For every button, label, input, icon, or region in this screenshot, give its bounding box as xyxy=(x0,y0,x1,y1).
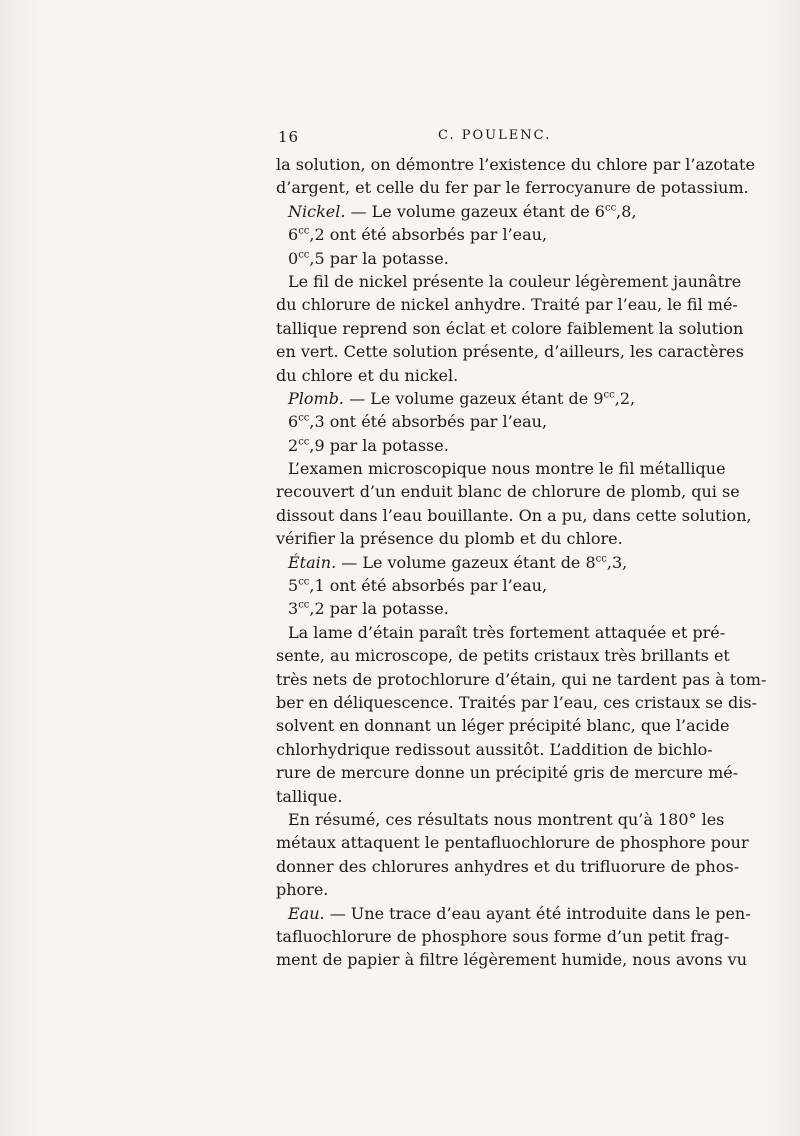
text-line: Le fil de nickel présente la couleur légèrement jaunâtre xyxy=(288,271,742,291)
text-line: Nickel. — Le volume gazeux étant de $6^{cc},8$, xyxy=(288,201,637,221)
text-line: L’examen microscopique nous montre le fil métallique xyxy=(288,459,726,479)
text-line: en vert. Cette solution présente, d’ailleurs, les caractères xyxy=(276,342,744,362)
text-line: rure de mercure donne un précipité gris de mercure mé- xyxy=(276,763,739,783)
text-line: $5^{cc},1$ ont été absorbés par l’eau, xyxy=(288,576,548,596)
text-line: Plomb. — Le volume gazeux étant de $9^{cc},2$, xyxy=(288,388,636,408)
text-line: vérifier la présence du plomb et du chlore. xyxy=(276,529,623,549)
text-line: donner des chlorures anhydres et du trifluorure de phos- xyxy=(276,856,740,876)
text-line: $6^{cc},3$ ont été absorbés par l’eau, xyxy=(288,412,548,432)
text-line: Eau. — Une trace d’eau ayant été introduite dans le pen- xyxy=(288,903,751,923)
text-line: La lame d’étain paraît très fortement attaquée et pré- xyxy=(288,622,726,642)
section-heading-etain: Étain. xyxy=(288,552,337,572)
text-line: tallique. xyxy=(276,786,343,806)
text-line: phore. xyxy=(276,880,329,900)
text-line: recouvert d’un enduit blanc de chlorure de plomb, qui se xyxy=(276,482,740,502)
section-heading-nickel: Nickel. xyxy=(288,201,346,221)
text-line: $3^{cc},2$ par la potasse. xyxy=(288,599,449,619)
text-line: chlorhydrique redissout aussitôt. L’addition de bichlo- xyxy=(276,739,713,759)
text-line: très nets de protochlorure d’étain, qui ne tardent pas à tom- xyxy=(276,669,767,689)
text-line: solvent en donnant un léger précipité blanc, que l’acide xyxy=(276,716,730,736)
page-number: 16 xyxy=(278,128,300,146)
section-heading-plomb: Plomb. xyxy=(288,388,345,408)
text-line: $2^{cc},9$ par la potasse. xyxy=(288,435,449,455)
body-text xyxy=(276,153,767,972)
text-line: tallique reprend son éclat et colore faiblement la solution xyxy=(276,318,744,338)
text-line: dissout dans l’eau bouillante. On a pu, dans cette solution, xyxy=(276,505,752,525)
text-line: d’argent, et celle du fer par le ferrocyanure de potassium. xyxy=(276,178,749,198)
section-heading-eau: Eau. xyxy=(288,903,325,923)
text-line: ber en déliquescence. Traités par l’eau, ces cristaux se dis- xyxy=(276,692,757,712)
text-line: $6^{cc},2$ ont été absorbés par l’eau, xyxy=(288,225,548,245)
page-header xyxy=(276,128,698,148)
text-line: du chlorure de nickel anhydre. Traité par l’eau, le fil mé- xyxy=(276,295,738,315)
text-line: $0^{cc},5$ par la potasse. xyxy=(288,248,449,268)
text-line: En résumé, ces résultats nous montrent qu’à 180° les xyxy=(288,809,725,829)
text-line: la solution, on démontre l’existence du chlore par l’azotate xyxy=(276,155,755,174)
text-line: Étain. — Le volume gazeux étant de $8^{cc},3$, xyxy=(288,552,628,572)
text-line: du chlore et du nickel. xyxy=(276,365,459,385)
running-head: C. POULENC. xyxy=(438,128,552,143)
text-line: ment de papier à filtre légèrement humide, nous avons vu xyxy=(276,950,747,970)
text-line: sente, au microscope, de petits cristaux très brillants et xyxy=(276,646,730,666)
text-line: métaux attaquent le pentafluochlorure de phosphore pour xyxy=(276,833,749,853)
text-line: tafluochlorure de phosphore sous forme d’un petit frag- xyxy=(276,926,730,946)
